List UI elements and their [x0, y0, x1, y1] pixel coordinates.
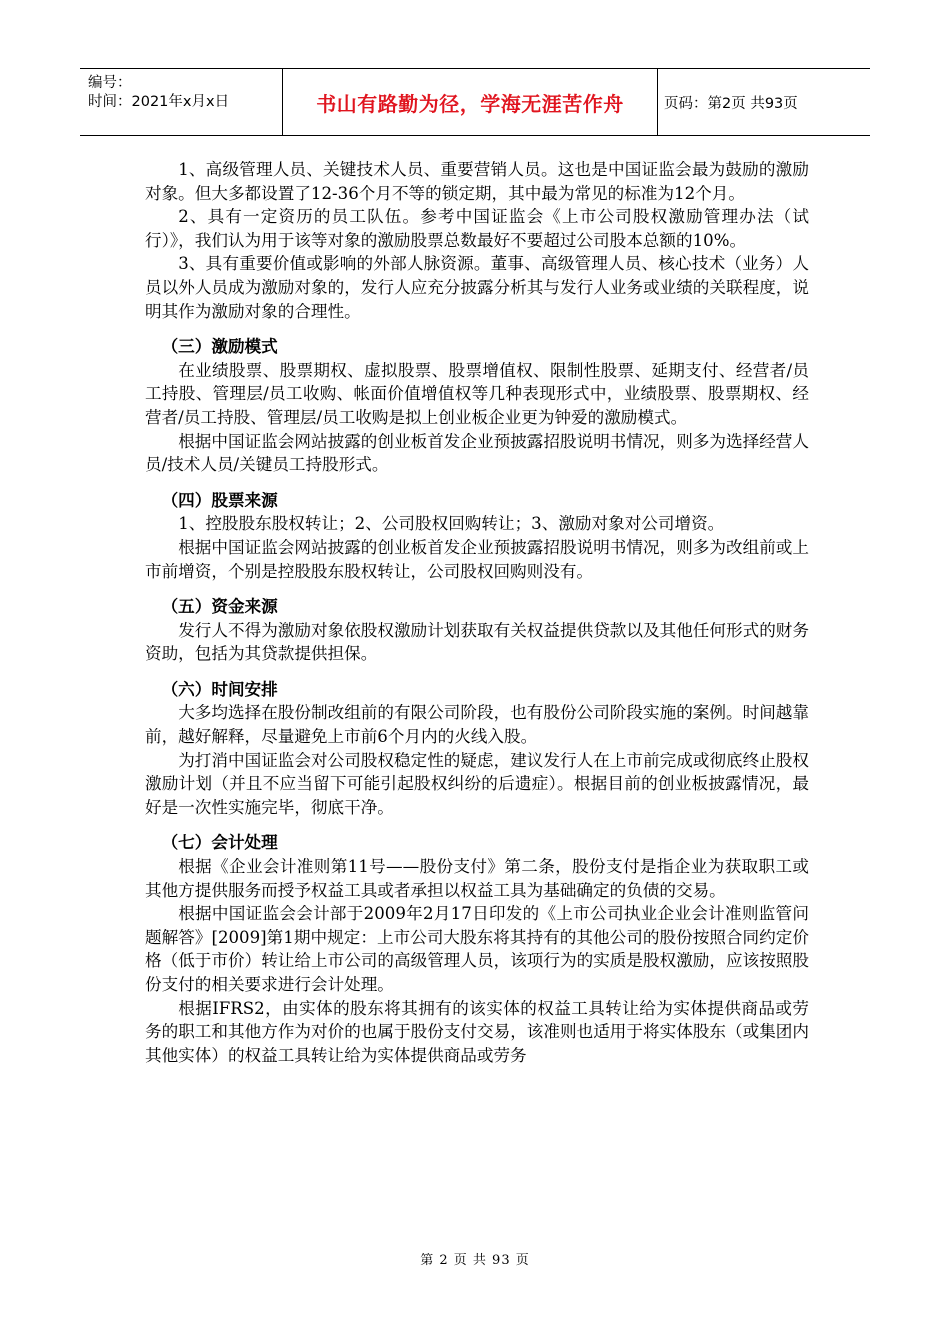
section-title: （七）会计处理 [161, 833, 278, 853]
page-header [80, 68, 870, 136]
paragraph: 根据IFRS2，由实体的股东将其拥有的该实体的权益工具转让给为实体提供商品或劳务的职工和其他方作为对价的也属于股份支付交易，该准则也适用于将实体股东（或集团内其他实体）的权益工具转让给为实体提供商品或劳务 [145, 998, 809, 1065]
paragraph: 3、具有重要价值或影响的外部人脉资源。董事、高级管理人员、核心技术（业务）人员以外人员成为激励对象的，发行人应充分披露分析其与发行人业务或业绩的关联程度，说明其作为激励对象的合理性。 [145, 254, 809, 321]
paragraph: 根据中国证监会会计部于2009年2月17日印发的《上市公司执业企业会计准则监管问题解答》[2009]第1期中规定：上市公司大股东将其持有的其他公司的股份按照合同约定价格（低于市价）转让给上市公司的高级管理人员，该项行为的实质是股权激励，应该按照股份支付的相关要求进行会计处理。 [145, 904, 809, 994]
paragraph: 大多均选择在股份制改组前的有限公司阶段，也有股份公司阶段实施的案例。时间越靠前，越好解释，尽量避免上市前6个月内的火线入股。 [145, 703, 809, 747]
paragraph: 2、具有一定资历的员工队伍。参考中国证监会《上市公司股权激励管理办法（试行）》，我们认为用于该等对象的激励股票总数最好不要超过公司股本总额的10%。 [145, 207, 809, 250]
section-title: （六）时间安排 [161, 679, 278, 699]
number-label: 编号： [88, 75, 132, 91]
paragraph: 发行人不得为激励对象依股权激励计划获取有关权益提供贷款以及其他任何形式的财务资助，包括为其贷款提供担保。 [145, 620, 809, 664]
section-title: （五）资金来源 [161, 597, 278, 617]
page-footer: 第 2 页 共 93 页 [420, 1253, 530, 1268]
section-title: （四）股票来源 [161, 490, 278, 510]
paragraph: 根据中国证监会网站披露的创业板首发企业预披露招股说明书情况，则多为选择经营人员/技术人员/关键员工持股形式。 [145, 431, 809, 475]
paragraph: 1、高级管理人员、关键技术人员、重要营销人员。这也是中国证监会最为鼓励的激励对象。但大多都设置了12-36个月不等的锁定期，其中最为常见的标准为12个月。 [145, 160, 809, 203]
header-motto: 书山有路勤为径，学海无涯苦作舟 [283, 69, 658, 135]
section-title: （三）激励模式 [161, 337, 278, 357]
header-page-info: 页码：第2页 共93页 [664, 95, 798, 112]
paragraph: 为打消中国证监会对公司股权稳定性的疑虑，建议发行人在上市前完成或彻底终止股权激励计划（并且不应当留下可能引起股权纠纷的后遗症）。根据目前的创业板披露情况，最好是一次性实施完毕，彻底干净。 [145, 750, 809, 817]
header-meta [80, 69, 283, 135]
paragraph: 1、控股股东股权转让；2、公司股权回购转让；3、激励对象对公司增资。 [178, 514, 725, 534]
paragraph: 根据《企业会计准则第11号——股份支付》第二条，股份支付是指企业为获取职工或其他方提供服务而授予权益工具或者承担以权益工具为基础确定的负债的交易。 [145, 857, 809, 900]
paragraph: 在业绩股票、股票期权、虚拟股票、股票增值权、限制性股票、延期支付、经营者/员工持股、管理层/员工收购、帐面价值增值权等几种表现形式中，业绩股票、股票期权、经营者/员工持股、管理层/员工收购是拟上创业板企业更为钟爱的激励模式。 [145, 360, 809, 427]
time-label: 时间：2021年x月x日 [88, 94, 230, 110]
document-body [145, 158, 809, 1067]
paragraph: 根据中国证监会网站披露的创业板首发企业预披露招股说明书情况，则多为改组前或上市前增资，个别是控股股东股权转让，公司股权回购则没有。 [145, 537, 809, 581]
